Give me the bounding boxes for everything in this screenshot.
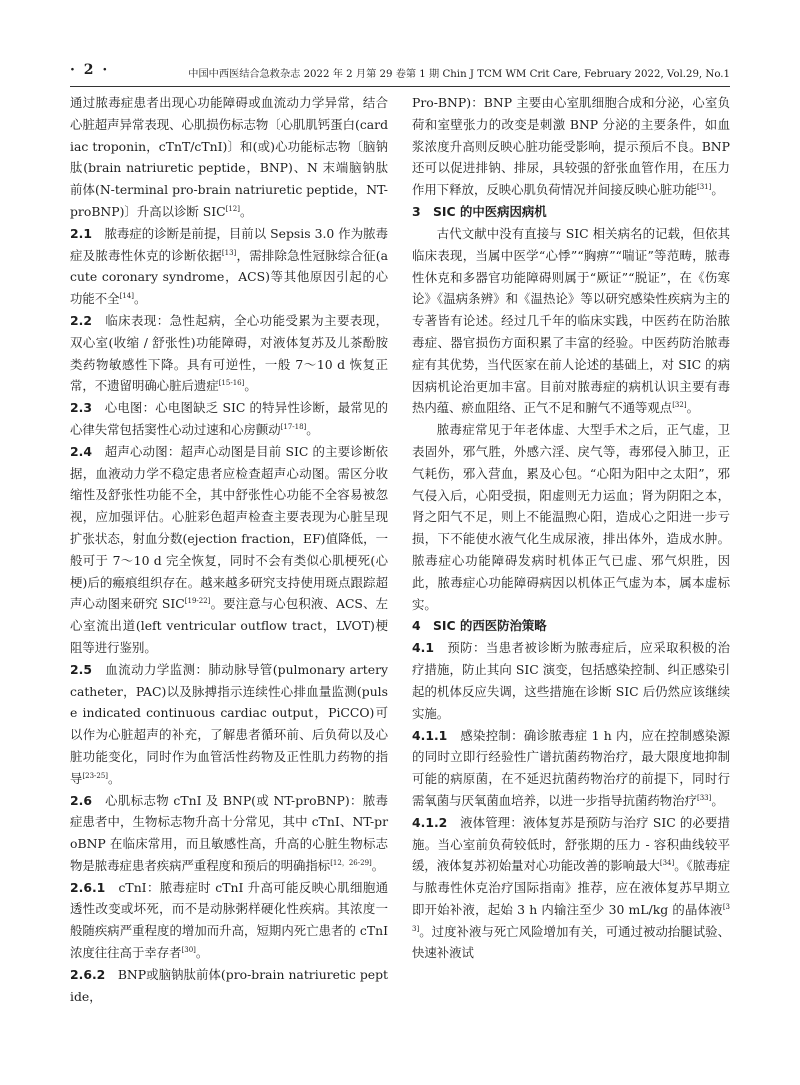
citation-ref: [19-22] [184,597,211,606]
header-divider [70,86,730,87]
citation-ref: [32] [672,401,687,410]
section-3-heading: 3 SIC 的中医病因病机 [412,203,547,219]
citation-ref: [12，26-29] [330,858,372,867]
continued-paragraph: Pro-BNP)：BNP 主要由心室肌细胞合成和分泌，心室负荷和室壁张力的改变是刺激 BNP 分泌的主要条件，如血浆浓度升高则反映心脏功能受影响，提示预后不良。BNP 还可以促进排钠、排尿，具较强的舒张血管作用，在压力作用下释放，反映心肌负荷情况并间接反映心脏功能[31]。 [412,95,730,198]
journal-citation: 中国中西医结合急救杂志 2022 年 2 月第 29 卷第 1 期 Chin J TCM WM Crit Care, February 2022, Vol.29, No.1 [188,69,730,80]
section-number: 2.4 [70,443,92,459]
citation-ref: [13] [221,248,237,257]
section-2-2: 2.2 临床表现：急性起病，全心功能受累为主要表现，双心室(收缩 / 舒张性)功能障碍，对液体复苏及儿茶酚胺类药物敏感性下降。具有可逆性，一般 7～10 d 恢复正常，不遗留明确心脏后遗症[15-16]。 [70,312,389,394]
citation-ref: [34] [659,859,675,868]
section-3-paragraph-2: 脓毒症常见于年老体虚、大型手术之后，正气虚，卫表固外，邪气胜，外感六淫、戾气等，毒邪侵入肺卫，正气耗伤，邪入营血，累及心包。“心阳为阳中之太阳”，邪气侵入后，心阳受损，阳虚则无力运血；肾为阴阳之本，肾之阳气不足，则上不能温煦心阳，造成心之阳进一步亏损，下不能使水液气化生成尿液，排出体外，造成水肿。脓毒症心功能障碍发病时机体正气已虚、邪气炽胜，因此，脓毒症心功能障碍病因以机体正气虚为本，属本虚标实。 [412,422,730,612]
running-header [70,62,730,84]
section-number: 2.6 [70,792,92,808]
section-2-6-1: 2.6.1 cTnI：脓毒症时 cTnI 升高可能反映心肌细胞通透性改变或坏死，而不是动脉粥样硬化性疾病。其浓度一般随疾病严重程度的增加而升高，短期内死亡患者的 cTnI 浓度往往高于幸存者[30]。 [70,879,388,961]
section-number: 2.6.2 [70,966,106,982]
citation-ref: [12] [225,204,240,213]
section-number: 2.2 [70,312,92,328]
section-2-1: 2.1 脓毒症的诊断是前提，目前以 Sepsis 3.0 作为脓毒症及脓毒性休克的诊断依据[13]，需排除急性冠脉综合征(acute coronary syndrome，ACS)等其他原因引起的心功能不全[14]。 [70,225,388,307]
section-4-heading: 4 SIC 的西医防治策略 [412,618,547,634]
section-number: 2.1 [70,225,92,241]
section-3-paragraph-1: 古代文献中没有直接与 SIC 相关病名的记载，但依其临床表现，当属中医学“心悸”“胸痹”“喘证”等范畴，脓毒性休克和多器官功能障碍则属于“厥证”“脱证”，在《伤寒论》《温病条辨》和《温热论》等以研究感染性疾病为主的专著皆有论述。经过几千年的临床实践，中医药在防治脓毒症、器官损伤方面积累了丰富的经验。中医药防治脓毒症有其优势，当代医家在前人论述的基础上，对 SIC 的病因病机论治更加丰富。目前对脓毒症的病机认识主要有毒热内蕴、瘀血阻络、正气不足和腑气不通等观点[32]。 [412,225,730,416]
citation-ref: [30] [181,945,196,954]
right-column [412,92,730,964]
section-number: 4.1.2 [412,814,448,830]
left-column [70,92,388,1007]
citation-ref: [14] [119,292,134,301]
section-number: 2.3 [70,400,92,416]
citation-ref: [23-25] [82,771,109,780]
section-2-4: 2.4 超声心动图：超声心动图是目前 SIC 的主要诊断依据，血液动力学不稳定患者应检查超声心动图。需区分收缩性及舒张性功能不全，其中舒张性心功能不全容易被忽视，应加强评估。心脏彩色超声检查主要表现为心脏呈现扩张状态，射血分数(ejection fraction，EF)值降低，一般可于 7～10 d 完全恢复，同时不会有类似心肌梗死(心梗)后的瘢痕组织存在。越来越多研究支持使用斑点跟踪超声心动图来研究 SIC[19-22]。要注意与心包积液、ACS、左心室流出道(left ventricular outflow tract，LVOT)梗阻等进行鉴别。 [70,443,389,655]
section-2-5: 2.5 血流动力学监测：肺动脉导管(pulmonary artery catheter，PAC)以及脉搏指示连续性心排血量监测(pulse indicated continuous cardiac output，PiCCO)可以作为心脏超声的补充，了解患者循环前、后负荷以及心脏功能变化，同时作为血管活性药物及正性肌力药物的指导[23-25]。 [70,661,388,786]
section-2-6: 2.6 心肌标志物 cTnI 及 BNP(或 NT-proBNP)：脓毒症患者中，生物标志物升高十分常见，其中 cTnI、NT-proBNP 在临床常用，而且敏感性高，升高的心脏生物标志物是脓毒症患者疾病严重程度和预后的明确指标[12，26-29]。 [70,792,388,873]
intro-paragraph: 通过脓毒症患者出现心功能障碍或血流动力学异常，结合心脏超声异常表现、心肌损伤标志物〔心肌肌钙蛋白(cardiac troponin，cTnT/cTnI)〕和(或)心功能标志物〔脑钠肽(brain natriuretic peptide，BNP)、N 末端脑钠肽前体(N-terminal pro-brain natriuretic peptide，NT-proBNP)〕升高以诊断 SIC[12]。 [70,95,388,219]
section-number: 4.1.1 [412,727,448,743]
section-2-3: 2.3 心电图：心电图缺乏 SIC 的特异性诊断，最常见的心律失常包括窦性心动过速和心房颤动[17-18]。 [70,400,389,437]
section-4-1-1: 4.1.1 感染控制：确诊脓毒症 1 h 内，应在控制感染源的同时立即行经验性广谱抗菌药物治疗，最大限度地抑制可能的病原菌，在不延迟抗菌药物治疗的前提下，同时行需氧菌与厌氧菌血培养，以进一步指导抗菌药物治疗[33]。 [412,727,731,808]
citation-ref: [33] [696,793,712,802]
section-number: 2.6.1 [70,879,106,895]
citation-ref: [31] [696,183,712,192]
citation-ref: [33] [412,902,730,933]
section-4-1: 4.1 预防：当患者被诊断为脓毒症后，应采取积极的治疗措施，防止其向 SIC 演变，包括感染控制、纠正感染引起的机体反应失调，这些措施在诊断 SIC 后仍然应该继续实施。 [412,640,731,721]
citation-ref: [15-16] [218,379,245,388]
citation-ref: [17-18] [280,422,307,431]
section-4-1-2: 4.1.2 液体管理：液体复苏是预防与治疗 SIC 的必要措施。当心室前负荷较低时，舒张期的压力 - 容积曲线较平缓，液体复苏初始量对心功能改善的影响最大[34]。《脓毒症与脓毒性休克治疗国际指南》推荐，应在液体复苏早期立即开始补液，起始 3 h 内输注至少 30 mL/kg 的晶体液[33]。过度补液与死亡风险增加有关，可通过被动抬腿试验、快速补液试 [412,814,731,961]
section-2-6-2: 2.6.2 BNP或脑钠肽前体(pro-brain natriuretic peptide， [70,966,388,1004]
section-number: 4.1 [412,640,434,656]
page-number: · 2 · [70,62,110,78]
section-number: 2.5 [70,661,92,677]
